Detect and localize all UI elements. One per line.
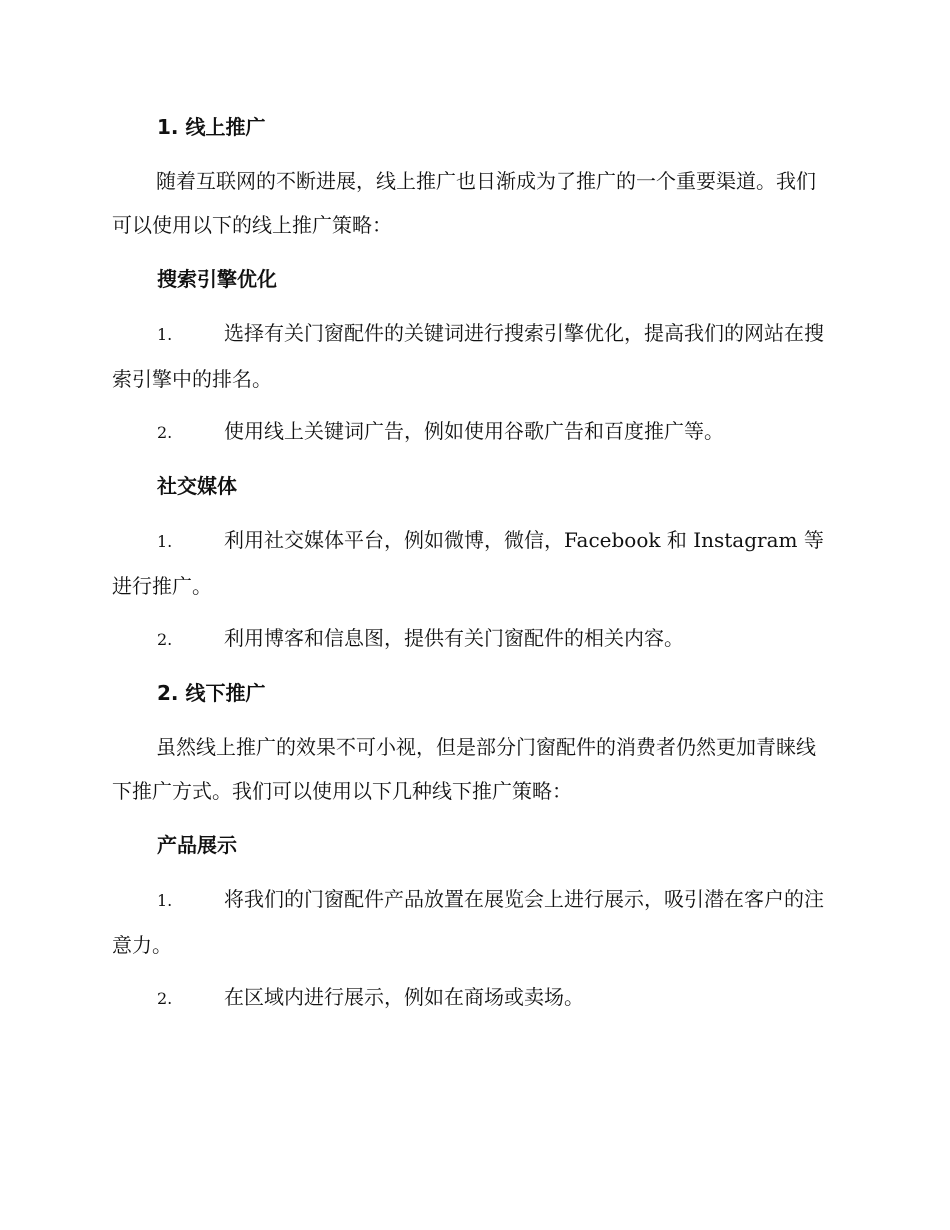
list-item (112, 518, 834, 608)
list-item-text: 使用线上关键词广告，例如使用谷歌广告和百度推广等。 (224, 419, 724, 443)
list-item-number: 1. (157, 891, 173, 910)
list-item-number: 2. (157, 630, 173, 649)
subsection-heading-display: 产品展示 (157, 833, 237, 857)
section-intro-offline: 虽然线上推广的效果不可小视，但是部分门窗配件的消费者仍然更加青睐线下推广方式。我们可以使用以下几种线下推广策略： (112, 735, 816, 803)
section-heading-online: 1. 线上推广 (157, 115, 266, 139)
section-intro-online: 随着互联网的不断进展，线上推广也日渐成为了推广的一个重要渠道。我们可以使用以下的线上推广策略： (112, 169, 816, 237)
list-item (112, 311, 834, 401)
list-item-text: 将我们的门窗配件产品放置在展览会上进行展示，吸引潜在客户的注意力。 (112, 887, 824, 957)
subsection-heading-seo: 搜索引擎优化 (157, 267, 277, 291)
list-item-number: 1. (157, 325, 173, 344)
list-item-text: 选择有关门窗配件的关键词进行搜索引擎优化，提高我们的网站在搜索引擎中的排名。 (112, 321, 824, 391)
list-item-number: 2. (157, 423, 173, 442)
list-item-text: 在区域内进行展示，例如在商场或卖场。 (224, 985, 584, 1009)
list-item-number: 1. (157, 532, 173, 551)
list-item-text: 利用社交媒体平台，例如微博，微信，Facebook 和 Instagram 等进行推广。 (112, 528, 824, 598)
list-item (112, 877, 834, 967)
subsection-heading-social: 社交媒体 (157, 474, 237, 498)
list-item (112, 975, 834, 1021)
list-item-text: 利用博客和信息图，提供有关门窗配件的相关内容。 (224, 626, 684, 650)
section-heading-offline: 2. 线下推广 (157, 681, 266, 705)
list-item-number: 2. (157, 989, 173, 1008)
list-item (112, 409, 834, 455)
list-item (112, 616, 834, 662)
